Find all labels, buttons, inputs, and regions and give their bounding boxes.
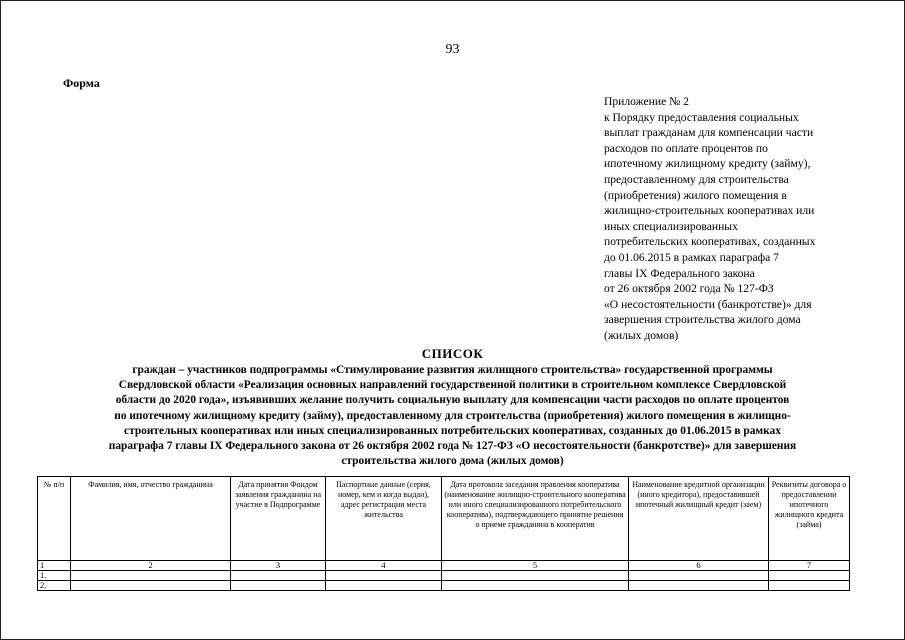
table-cell xyxy=(629,581,769,591)
row-number-cell: 1. xyxy=(38,571,71,581)
column-number-cell: 5 xyxy=(442,561,629,571)
document-title: СПИСОК xyxy=(421,346,484,361)
subtitle-line: строительства жилого дома (жилых домов) xyxy=(341,455,564,468)
header-cell-loan-agreement: Реквизиты договора о предоставлении ипотечного жилищного кредита (займа) xyxy=(769,477,850,561)
column-number-cell: 4 xyxy=(326,561,442,571)
appendix-line: иных специализированных xyxy=(604,219,738,233)
table-cell xyxy=(442,581,629,591)
table-cell xyxy=(231,581,326,591)
page-number: 93 xyxy=(445,42,460,57)
header-cell-credit-organization: Наименование кредитной организации (иного кредитора), предоставившей ипотечный жилищный кредит (заем) xyxy=(629,477,769,561)
table-cell xyxy=(629,571,769,581)
table-cell xyxy=(442,571,629,581)
header-cell-application-date: Дата принятия Фондом заявления гражданина на участие в Подпрограмме xyxy=(231,477,326,561)
header-cell-passport-data: Паспортные данные (серия, номер, кем и когда выдан), адрес регистрации места жительства xyxy=(326,477,442,561)
appendix-line: к Порядку предоставления социальных xyxy=(604,110,799,124)
appendix-note xyxy=(604,94,854,344)
table-cell xyxy=(769,571,850,581)
column-number-cell: 1 xyxy=(38,561,71,571)
column-number-cell: 2 xyxy=(71,561,231,571)
column-number-row xyxy=(38,561,850,571)
table-row xyxy=(38,581,850,591)
subtitle-line: по ипотечному жилищному кредиту (займу), предоставленному для строительства (приобретения) жилого помещения в жилищно- xyxy=(114,409,791,422)
header-cell-cooperative-protocol: Дата протокола заседания правления кооператива (наименование жилищно-строительного кооператива или иного специализированного потребительского кооператива), подтверждающего принятие решения о приеме гражданина в кооператив xyxy=(442,477,629,561)
table-cell xyxy=(326,571,442,581)
row-number-cell: 2. xyxy=(38,581,71,591)
column-number-cell: 6 xyxy=(629,561,769,571)
table-header-row xyxy=(38,477,850,561)
appendix-line: до 01.06.2015 в рамках параграфа 7 xyxy=(604,250,779,264)
column-number-cell: 7 xyxy=(769,561,850,571)
appendix-line: ипотечному жилищному кредиту (займу), xyxy=(604,157,811,171)
appendix-line: потребительских кооперативах, созданных xyxy=(604,235,816,249)
table-cell xyxy=(71,581,231,591)
table-cell xyxy=(326,581,442,591)
citizens-list-table xyxy=(37,476,850,591)
document-subtitle xyxy=(40,363,865,469)
appendix-line: «О несостоятельности (банкротстве)» для xyxy=(604,297,812,311)
form-label: Форма xyxy=(63,76,100,90)
appendix-line: (жилых домов) xyxy=(604,328,679,342)
appendix-line: (приобретения) жилого помещения в xyxy=(604,188,787,202)
subtitle-line: области до 2020 года», изъявивших желание получить социальную выплату для компенсации части расходов по оплате процентов xyxy=(115,394,790,407)
subtitle-line: строительных кооперативах или иных специализированных потребительских кооперативах, созданных до 01.06.2015 в рамках xyxy=(124,424,781,437)
appendix-line: жилищно-строительных кооперативах или xyxy=(604,204,815,218)
subtitle-line: параграфа 7 главы IX Федерального закона от 26 октября 2002 года № 127-ФЗ «О несостоятельности (банкротстве)» для завершения xyxy=(108,440,797,453)
appendix-line: расходов по оплате процентов по xyxy=(604,141,768,155)
subtitle-line: Свердловской области «Реализация основных направлений государственной политики в строительном комплексе Свердловской xyxy=(118,379,787,392)
subtitle-line: граждан – участников подпрограммы «Стимулирование развития жилищного строительства» государственной программы xyxy=(132,364,773,376)
table-cell xyxy=(71,571,231,581)
appendix-line: главы IX Федерального закона xyxy=(604,266,755,280)
table-cell xyxy=(231,571,326,581)
header-cell-number: № п/п xyxy=(38,477,71,561)
column-number-cell: 3 xyxy=(231,561,326,571)
appendix-line: Приложение № 2 xyxy=(604,95,689,108)
appendix-line: завершения строительства жилого дома xyxy=(604,313,801,327)
appendix-line: от 26 октября 2002 года № 127-ФЗ xyxy=(604,282,774,296)
appendix-line: выплат гражданам для компенсации части xyxy=(604,126,814,140)
table-row xyxy=(38,571,850,581)
header-cell-full-name: Фамилия, имя, отчество гражданина xyxy=(71,477,231,561)
appendix-line: предоставленному для строительства xyxy=(604,172,789,186)
table-cell xyxy=(769,581,850,591)
